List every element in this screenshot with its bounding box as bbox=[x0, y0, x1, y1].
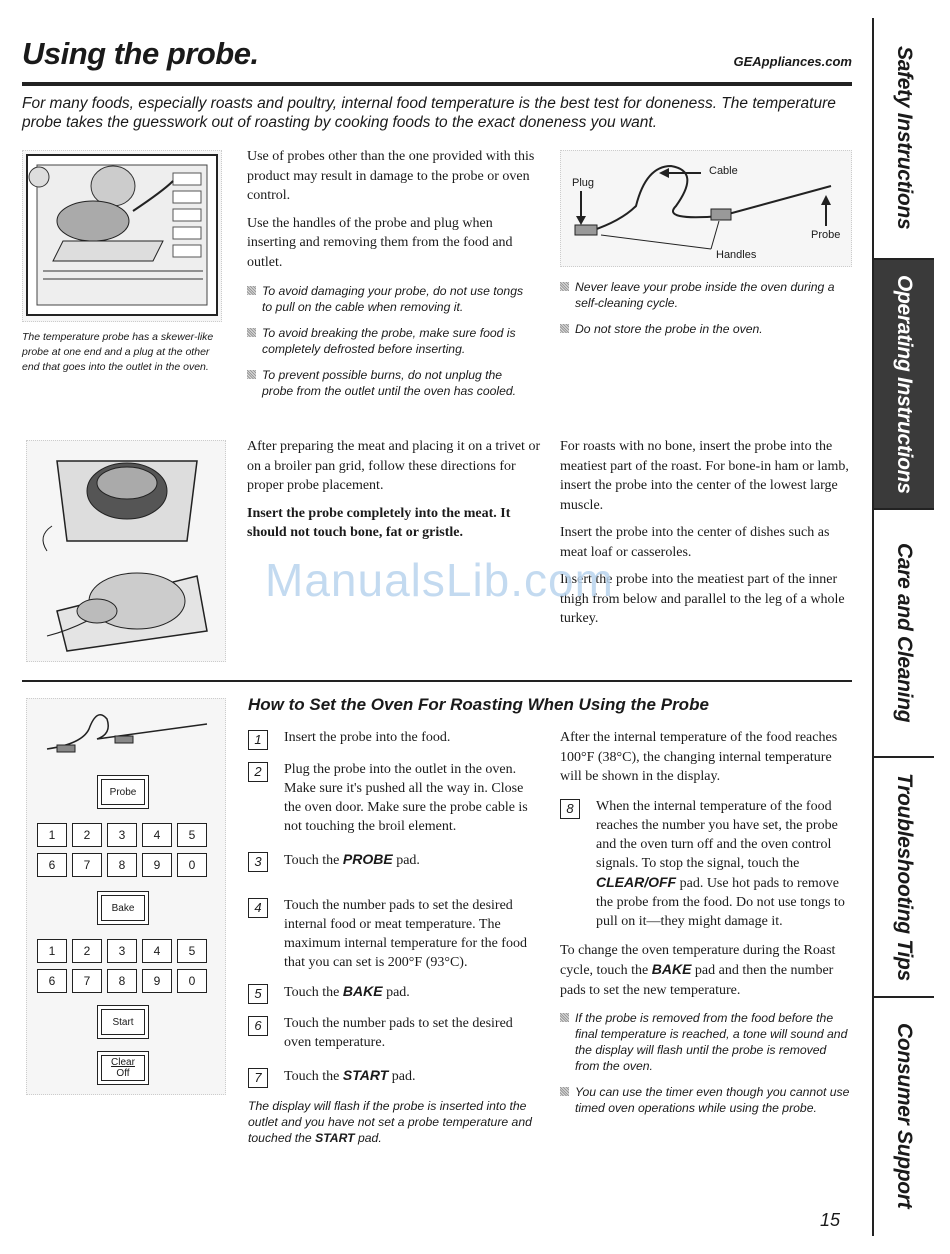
step-2: 2 Plug the probe into the outlet in the oven. Make sure it's pushed all the way in. Close the oven door. Make sure the probe cable is not touching the broil element. bbox=[248, 760, 540, 836]
tab-care-and-cleaning[interactable]: Care and Cleaning bbox=[874, 510, 934, 758]
section-rule bbox=[22, 680, 852, 682]
oven-caption: The temperature probe has a skewer-like probe at one end and a plug at the other end that goes into the outlet in the oven. bbox=[22, 331, 214, 373]
cable-label: Cable bbox=[709, 165, 738, 177]
digit-pad[interactable]: 4 bbox=[142, 939, 172, 963]
flash-note: The display will flash if the probe is inserted into the outlet and you have not set a probe temperature and touched the START pad. bbox=[248, 1099, 532, 1145]
step-3: 3 Touch the PROBE pad. bbox=[248, 850, 540, 872]
probe-label: Probe bbox=[811, 229, 841, 241]
digit-pad[interactable]: 6 bbox=[37, 853, 67, 877]
digit-pad[interactable]: 0 bbox=[177, 969, 207, 993]
turkey-placement-text: Insert the probe into the meatiest part of the inner thigh from below and parallel to the leg of a whole turkey. bbox=[560, 572, 845, 626]
digit-pad[interactable]: 8 bbox=[107, 853, 137, 877]
bullet-icon bbox=[560, 324, 569, 333]
digit-pad[interactable]: 7 bbox=[72, 969, 102, 993]
how-to-title: How to Set the Oven For Roasting When Using the Probe bbox=[248, 695, 709, 714]
note-item: If the probe is removed from the food before the final temperature is reached, a tone will sound and the display will flash until the probe is removed from the oven. bbox=[560, 1010, 850, 1074]
steps-list bbox=[248, 728, 540, 1146]
tab-consumer-support[interactable]: Consumer Support bbox=[893, 1023, 916, 1209]
note-item: You can use the timer even though you cannot use timed oven operations while using the probe. bbox=[560, 1084, 850, 1116]
digit-pad[interactable]: 3 bbox=[107, 939, 137, 963]
tab-operating-instructions[interactable]: Operating Instructions bbox=[874, 260, 934, 510]
display-temperature-text: After the internal temperature of the food reaches 100°F (38°C), the changing internal temperature will be shown in the display. bbox=[560, 730, 838, 784]
bullet-icon bbox=[560, 282, 569, 291]
tab-troubleshooting-tips[interactable]: Troubleshooting Tips bbox=[874, 758, 934, 998]
probe-mini-drawing bbox=[27, 699, 225, 769]
tab-safety-instructions[interactable]: Safety Instructions bbox=[874, 18, 934, 260]
step-8: 8 When the internal temperature of the food reaches the number you have set, the probe and the oven turn off and the oven control signals. To stop the signal, touch the CLEAR/OFF pad. Use hot pads to remove the probe from the food. Do not use tongs to pull on it—they might damage it. bbox=[560, 797, 850, 931]
bullet-icon bbox=[560, 1013, 569, 1022]
digit-pad[interactable]: 9 bbox=[142, 969, 172, 993]
roast-illustration bbox=[26, 440, 226, 662]
roast-drawing bbox=[27, 441, 225, 661]
clear-off-pad[interactable]: Clear Off bbox=[97, 1051, 149, 1085]
digit-pad[interactable]: 5 bbox=[177, 939, 207, 963]
section1-center bbox=[247, 147, 539, 280]
probe-warning-text: Use of probes other than the one provided with this product may result in damage to the probe or oven control. bbox=[247, 149, 535, 203]
start-pad[interactable]: Start bbox=[97, 1005, 149, 1039]
bake-pad[interactable]: Bake bbox=[97, 891, 149, 925]
oven-illustration bbox=[22, 150, 222, 322]
bullet-icon bbox=[247, 286, 256, 295]
section-tabs bbox=[872, 18, 936, 1236]
digit-pad[interactable]: 7 bbox=[72, 853, 102, 877]
page-number: 15 bbox=[820, 1210, 841, 1230]
digit-pad[interactable]: 3 bbox=[107, 823, 137, 847]
step-4: 4 Touch the number pads to set the desired internal food or meat temperature. The maximum internal temperature for the food that you can set is 200°F (93°C). bbox=[248, 896, 540, 972]
how-right-column bbox=[560, 728, 850, 1126]
digit-pad[interactable]: 6 bbox=[37, 969, 67, 993]
section2-center bbox=[247, 437, 542, 551]
digit-pad[interactable]: 8 bbox=[107, 969, 137, 993]
notes-left bbox=[247, 283, 532, 409]
bullet-icon bbox=[560, 1087, 569, 1096]
bullet-icon bbox=[247, 328, 256, 337]
site-url[interactable]: GEAppliances.com bbox=[733, 54, 852, 69]
digit-pad[interactable]: 2 bbox=[72, 939, 102, 963]
page-title: Using the probe. bbox=[22, 36, 259, 71]
placement-intro: After preparing the meat and placing it on a trivet or on a broiler pan grid, follow these directions for proper probe placement. bbox=[247, 439, 541, 493]
digit-pad[interactable]: 5 bbox=[177, 823, 207, 847]
digit-pad[interactable]: 1 bbox=[37, 939, 67, 963]
digit-pad[interactable]: 4 bbox=[142, 823, 172, 847]
bullet-icon bbox=[247, 370, 256, 379]
keypad-illustration bbox=[26, 698, 226, 1095]
roast-placement-text: For roasts with no bone, insert the probe into the meatiest part of the roast. For bone-in ham or lamb, insert the probe into the center of the lowest large muscle. bbox=[560, 439, 849, 513]
note-item: To prevent possible burns, do not unplug the probe from the outlet until the oven has cooled. bbox=[247, 367, 532, 399]
insert-warning: Insert the probe completely into the meat. It should not touch bone, fat or gristle. bbox=[247, 505, 511, 540]
step-6: 6 Touch the number pads to set the desired oven temperature. bbox=[248, 1014, 540, 1052]
header-rule bbox=[22, 82, 852, 86]
probe-drawing bbox=[561, 151, 851, 266]
digit-pad[interactable]: 2 bbox=[72, 823, 102, 847]
handles-text: Use the handles of the probe and plug when inserting and removing them from the food and outlet. bbox=[247, 215, 513, 270]
intro-text: For many foods, especially roasts and poultry, internal food temperature is the best test for doneness. The temperature probe takes the guesswork out of roasting by cooking foods to the exact doneness you want. bbox=[22, 95, 836, 131]
note-item: Never leave your probe inside the oven during a self-cleaning cycle. bbox=[560, 279, 850, 311]
plug-label: Plug bbox=[572, 177, 595, 189]
probe-diagram bbox=[560, 150, 852, 267]
note-item: Do not store the probe in the oven. bbox=[560, 321, 850, 337]
probe-pad[interactable]: Probe bbox=[97, 775, 149, 809]
digit-pad[interactable]: 1 bbox=[37, 823, 67, 847]
handles-label: Handles bbox=[716, 249, 757, 261]
step-5: 5 Touch the BAKE pad. bbox=[248, 982, 540, 1004]
step-1: 1 Insert the probe into the food. bbox=[248, 728, 540, 750]
step-7: 7 Touch the START pad. bbox=[248, 1066, 540, 1088]
note-item: To avoid breaking the probe, make sure food is completely defrosted before inserting. bbox=[247, 325, 532, 357]
casserole-placement-text: Insert the probe into the center of dishes such as meat loaf or casseroles. bbox=[560, 525, 830, 560]
notes-right bbox=[560, 279, 850, 347]
digit-pad[interactable]: 9 bbox=[142, 853, 172, 877]
change-temp-text: To change the oven temperature during the Roast cycle, touch the BAKE pad and then the number pads to set the new temperature. bbox=[560, 942, 836, 998]
watermark: ManualsLib.com bbox=[265, 554, 614, 606]
digit-pad[interactable]: 0 bbox=[177, 853, 207, 877]
oven-drawing bbox=[23, 151, 221, 321]
note-item: To avoid damaging your probe, do not use tongs to pull on the cable when removing it. bbox=[247, 283, 532, 315]
